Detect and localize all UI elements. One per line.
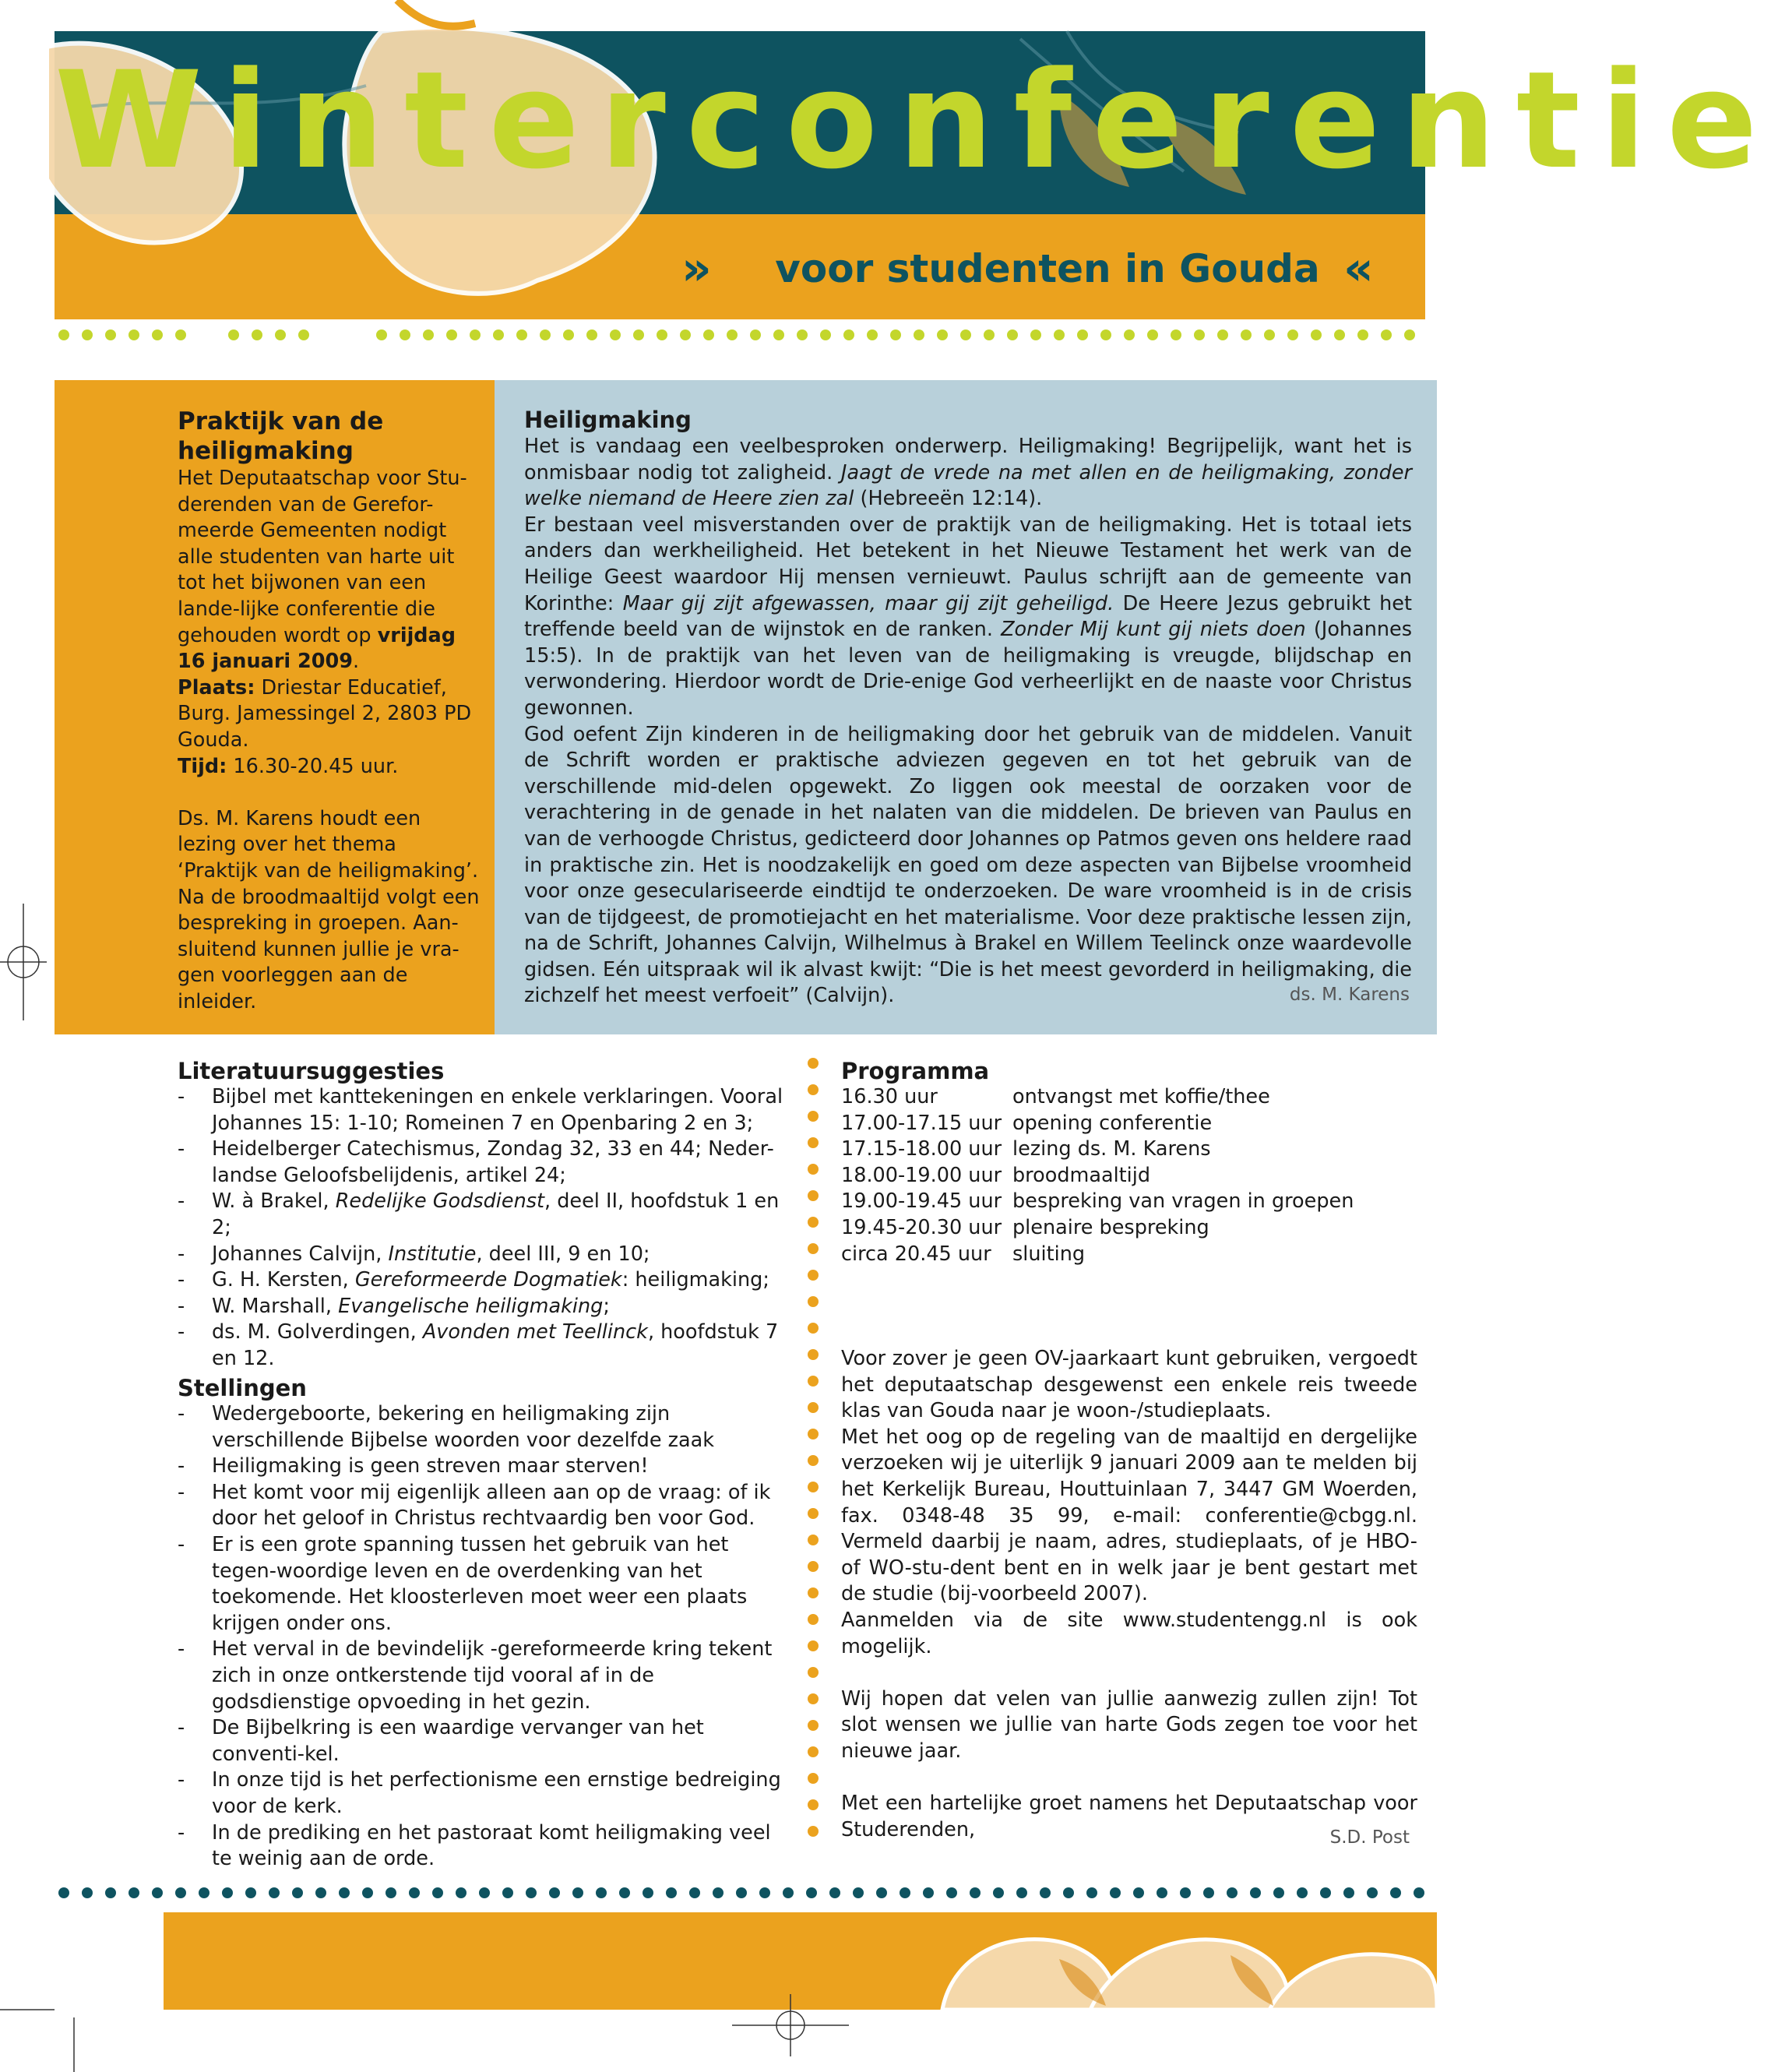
article-signature: ds. M. Karens xyxy=(1289,985,1410,1005)
table-row xyxy=(841,1136,1354,1163)
dotted-divider-top xyxy=(55,327,1433,343)
list-dash: - xyxy=(178,1137,185,1161)
crop-mark-icon xyxy=(0,904,47,1020)
info-paragraph: Wij hopen dat velen van jullie aanwezig zullen zijn! Tot slot wensen we jullie van harte Gods zegen toe voor het nieuwe jaar. xyxy=(841,1686,1417,1763)
program-section xyxy=(841,1058,1417,1267)
article-heading: Heiligmaking xyxy=(524,407,692,433)
article-text: De Heere Jezus gebruikt het treffende beeld van de wijnstok en de ranken. xyxy=(524,591,1412,642)
list-dash: - xyxy=(178,1268,185,1292)
info-paragraph: Met een hartelijke groet namens het Deputaatschap voor Studerenden, xyxy=(841,1792,1417,1841)
place-value: Driestar Educatief, Burg. Jamessingel 2, 2803 PD Gouda. xyxy=(178,675,472,752)
list-item xyxy=(178,1242,793,1268)
list-item xyxy=(178,1532,793,1637)
list-item xyxy=(178,1480,793,1532)
list-text: Het verval in de bevindelijk -gereformeerde kring tekent zich in onze ontkerstende tijd vooral af in de godsdienstige opvoeding in het gezin. xyxy=(212,1637,773,1714)
list-dash: - xyxy=(178,1402,185,1425)
list-text: De Bijbelkring is een waardige vervanger van het conventi-kel. xyxy=(212,1716,704,1766)
theses-section xyxy=(178,1375,793,1873)
list-text: Heidelberger Catechismus, Zondag 32, 33 en 44; Neder-landse Geloofsbelijdenis, artikel 24; xyxy=(212,1137,774,1187)
article-text: (Hebreeën 12:14). xyxy=(854,487,1043,511)
chevron-left-icon: « xyxy=(1343,241,1374,296)
table-row xyxy=(841,1084,1354,1111)
program-activity: bespreking van vragen in groepen xyxy=(1012,1189,1354,1214)
list-dash: - xyxy=(178,1242,185,1266)
intro-invitation xyxy=(178,466,481,675)
page-subtitle: voor studenten in Gouda xyxy=(775,246,1320,291)
list-text: , deel II, hoofdstuk 1 en 2; xyxy=(212,1189,780,1239)
list-dash: - xyxy=(178,1637,185,1661)
book-title: Avonden met Teellinck xyxy=(422,1320,648,1344)
intro-section xyxy=(178,407,481,1015)
program-activity: opening conferentie xyxy=(1012,1111,1213,1135)
program-time: 19.00-19.45 uur xyxy=(841,1189,1002,1214)
list-dash: - xyxy=(178,1716,185,1740)
program-heading: Programma xyxy=(841,1058,990,1084)
event-time xyxy=(178,754,481,781)
list-dash: - xyxy=(178,1480,185,1504)
list-dash: - xyxy=(178,1532,185,1556)
article-paragraph xyxy=(524,434,1412,513)
intro-heading: Praktijk van de heiligmaking xyxy=(178,407,384,465)
list-item xyxy=(178,1267,793,1294)
program-time: 17.00-17.15 uur xyxy=(841,1111,1002,1135)
literature-list xyxy=(178,1084,793,1373)
intro-punct: . xyxy=(353,650,360,674)
list-text: Er is een grote spanning tussen het gebruik van het tegen-woordige leven en de overdenking van het toekomende. Het kloosterleven moet weer een plaats krijgen onder ons. xyxy=(212,1532,748,1635)
list-dash: - xyxy=(178,1189,185,1214)
table-row xyxy=(841,1215,1354,1242)
program-activity: broodmaaltijd xyxy=(1012,1163,1151,1187)
list-item xyxy=(178,1401,793,1454)
table-row xyxy=(841,1242,1354,1268)
literature-heading: Literatuursuggesties xyxy=(178,1058,445,1084)
list-item xyxy=(178,1454,793,1480)
list-item xyxy=(178,1637,793,1715)
program-activity: plenaire bespreking xyxy=(1012,1215,1209,1239)
literature-section xyxy=(178,1058,793,1373)
list-item xyxy=(178,1767,793,1820)
article-quote: Zonder Mij kunt gij niets doen xyxy=(1001,618,1306,642)
place-label: Plaats: xyxy=(178,675,255,699)
list-dash: - xyxy=(178,1320,185,1344)
list-item xyxy=(178,1294,793,1320)
program-time: 18.00-19.00 uur xyxy=(841,1163,1002,1187)
book-title: Redelijke Godsdienst xyxy=(335,1189,545,1214)
list-text: : heiligmaking; xyxy=(621,1268,769,1292)
event-date: vrijdag 16 januari 2009 xyxy=(178,623,456,674)
list-text: Wedergeboorte, bekering en heiligmaking zijn verschillende Bijbelse woorden voor dezelfde zaak xyxy=(212,1402,715,1452)
article-section xyxy=(524,407,1412,1010)
program-time: 16.30 uur xyxy=(841,1085,938,1108)
book-title: Evangelische heiligmaking xyxy=(338,1294,604,1318)
program-activity: ontvangst met koffie/thee xyxy=(1012,1085,1270,1108)
list-dash: - xyxy=(178,1768,185,1792)
book-title: Institutie xyxy=(388,1242,477,1266)
list-text: ; xyxy=(603,1294,610,1318)
list-dash: - xyxy=(178,1294,185,1318)
book-title: Gereformeerde Dogmatiek xyxy=(354,1268,622,1292)
article-paragraph: God oefent Zijn kinderen in de heiligmaking door het gebruik van de middelen. Vanuit de Schrift worden er praktische adviezen gegeven en tot het gebruik van de verschillende mid-delen opgewekt. Zo liggen ook meestal de oorzaken voor de verachtering in de genade in het nalaten van die middelen. De brieven van Paulus en van de verhoogde Christus, gedicteerd door Johannes op Patmos geven ons heldere raad in praktische zin. Het is noodzakelijk en goed om deze aspecten van Bijbelse vroomheid voor onze geseculariseerde eindtijd te onderzoeken. De ware vroomheid is in de crisis van de tijdgeest, de promotiejacht en het materialisme. Voor deze praktische lessen zijn, na de Schrift, Johannes Calvijn, Wilhelmus à Brakel en Willem Teelinck onze waardevolle gidsen. Eén uitspraak wil ik alvast kwijt: “Die is het meest gevorderd in heiligmaking, die zichzelf het meest verfoeit” (Calvijn). xyxy=(524,722,1412,1008)
intro-text: Het Deputaatschap voor Stu-derenden van de Gerefor-meerde Gemeenten nodigt alle studenten van harte uit tot het bijwonen van een lande-lijke conferentie die gehouden wordt op xyxy=(178,467,467,647)
list-text: Het komt voor mij eigenlijk alleen aan op de vraag: of ik door het geloof in Christus rechtvaardig ben voor God. xyxy=(212,1480,771,1531)
program-activity: lezing ds. M. Karens xyxy=(1012,1137,1211,1161)
dotted-divider-vertical xyxy=(805,1055,821,1850)
list-text: Johannes Calvijn, xyxy=(212,1242,389,1266)
dotted-divider-bottom xyxy=(55,1885,1433,1901)
article-text: Er bestaan veel misverstanden over de praktijk van de heiligmaking. Het is totaal iets anders dan werkheiligheid. Het betekent in het Nieuwe Testament het werk van de Heilige Geest waardoor Hij mensen vernieuwt. Paulus schrijft aan de gemeente van Korinthe: xyxy=(524,513,1412,615)
program-activity: sluiting xyxy=(1012,1242,1086,1266)
info-paragraph: Met het oog op de regeling van de maaltijd en dergelijke verzoeken wij je uiterlijk 9 januari 2009 aan te melden bij het Kerkelijk Bureau, Houttuinlaan 7, 3447 GM Woerden, fax. 0348-48 35 99, e-mail: conferentie@cbgg.nl. Vermeld daarbij je naam, adres, studieplaats, of je HBO- of WO-stu-dent bent en in welk jaar je bent gestart met de studie (bij-voorbeeld 2007). xyxy=(841,1425,1417,1606)
list-dash: - xyxy=(178,1820,185,1845)
list-item xyxy=(178,1715,793,1767)
list-text: , hoofdstuk 7 en 12. xyxy=(212,1320,779,1370)
crop-mark-icon xyxy=(0,1979,93,2072)
program-time: 19.45-20.30 uur xyxy=(841,1215,1002,1239)
program-time: circa 20.45 uur xyxy=(841,1242,991,1266)
page-title: Winterconferentie xyxy=(55,42,1778,199)
article-quote: Jaagt de vrede na met allen en de heiligmaking, zonder welke niemand de Heere zien zal xyxy=(524,460,1412,511)
list-text: ds. M. Golverdingen, xyxy=(212,1320,423,1344)
info-paragraph: Voor zover je geen OV-jaarkaart kunt gebruiken, vergoedt het deputaatschap desgewenst een enkele reis tweede klas van Gouda naar je woon-/studieplaats. xyxy=(841,1347,1417,1423)
list-text: W. Marshall, xyxy=(212,1294,339,1318)
article-text: Het is vandaag een veelbesproken onderwerp. Heiligmaking! Begrijpelijk, want het is onmisbaar nodig tot zaligheid. xyxy=(524,435,1412,485)
program-time: 17.15-18.00 uur xyxy=(841,1137,1002,1161)
list-text: Bijbel met kanttekeningen en enkele verklaringen. Vooral Johannes 15: 1-10; Romeinen 7 en Openbaring 2 en 3; xyxy=(212,1085,783,1135)
list-dash: - xyxy=(178,1454,185,1478)
list-text: , deel III, 9 en 10; xyxy=(476,1242,650,1266)
article-paragraph xyxy=(524,513,1412,722)
list-item xyxy=(178,1820,793,1873)
list-item xyxy=(178,1084,793,1136)
program-table xyxy=(841,1084,1354,1267)
article-text: (Johannes 15:5). In de praktijk van het leven van de heiligmaking is vreugde, blijdschap en verwondering. Hierdoor wordt de Drie-enige God verheerlijkt en de naaste voor Christus gewonnen. xyxy=(524,618,1413,720)
table-row xyxy=(841,1111,1354,1137)
list-text: Heiligmaking is geen streven maar sterven! xyxy=(212,1454,649,1478)
chevron-right-icon: » xyxy=(681,241,712,296)
intro-lecture: Ds. M. Karens houdt een lezing over het thema ‘Praktijk van de heiligmaking’. Na de broodmaaltijd volgt een bespreking in groepen. Aan-sluitend kunnen jullie je vra-gen voorleggen aan de inleider. xyxy=(178,806,480,1013)
list-text: G. H. Kersten, xyxy=(212,1268,355,1292)
theses-heading: Stellingen xyxy=(178,1375,307,1401)
list-item xyxy=(178,1189,793,1241)
list-text: In de prediking en het pastoraat komt heiligmaking veel te weinig aan de orde. xyxy=(212,1820,771,1871)
list-item xyxy=(178,1136,793,1189)
article-quote: Maar gij zijt afgewassen, maar gij zijt geheiligd. xyxy=(622,591,1114,615)
closing-signature: S.D. Post xyxy=(1329,1827,1410,1848)
practical-info xyxy=(841,1346,1417,1843)
time-value: 16.30-20.45 uur. xyxy=(227,754,399,778)
list-dash: - xyxy=(178,1085,185,1108)
event-place xyxy=(178,675,481,754)
list-text: W. à Brakel, xyxy=(212,1189,336,1214)
list-text: In onze tijd is het perfectionisme een ernstige bedreiging voor de kerk. xyxy=(212,1768,781,1818)
table-row xyxy=(841,1189,1354,1215)
theses-list xyxy=(178,1401,793,1873)
time-label: Tijd: xyxy=(178,754,227,778)
info-paragraph: Aanmelden via de site www.studentengg.nl is ook mogelijk. xyxy=(841,1608,1417,1658)
list-item xyxy=(178,1320,793,1372)
crop-mark-icon xyxy=(732,1994,849,2056)
table-row xyxy=(841,1163,1354,1189)
